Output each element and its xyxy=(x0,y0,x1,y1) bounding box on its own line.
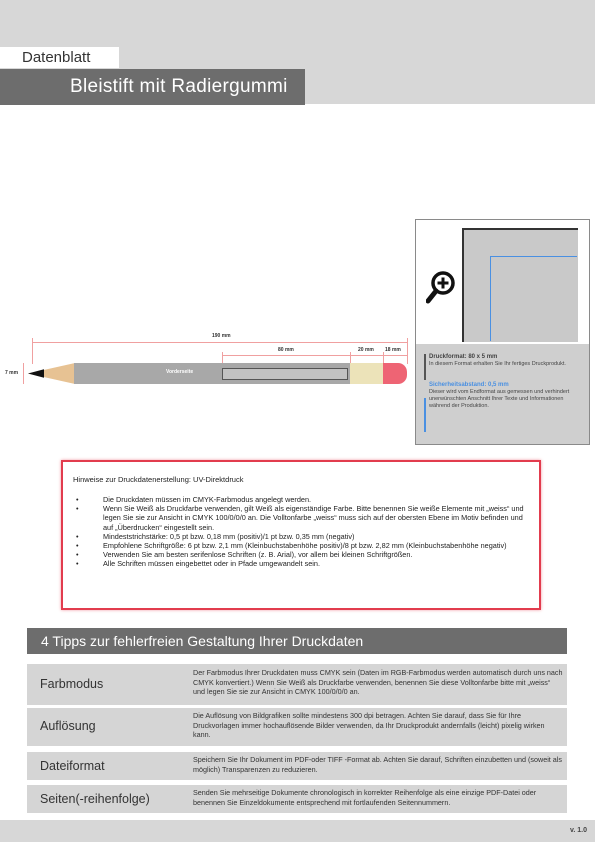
tip-label: Farbmodus xyxy=(40,677,104,691)
tip-text: Speichern Sie Ihr Dokument im PDF-oder TIFF -Format ab. Achten Sie darauf, Schriften einzubetten und (soweit als möglich) Transparenzen zu reduzieren. xyxy=(193,755,562,774)
dim-eraser-label: 18 mm xyxy=(385,347,401,353)
print-area xyxy=(222,368,348,380)
tip-row-farbmodus xyxy=(27,664,567,705)
dim-right-tick xyxy=(407,338,408,364)
tip-label: Auflösung xyxy=(40,719,96,733)
safety-text: Dieser wird vom Endformat aus gemessen und verhindert unerwünschten Anschnitt Ihrer Texte und Informationen während der Produktion. xyxy=(429,389,570,409)
safety-title: Sicherheitsabstand: 0,5 mm xyxy=(429,382,509,388)
hints-title: Hinweise zur Druckdatenerstellung: UV-Direktdruck xyxy=(73,475,244,484)
hint-item: • Mindeststrichstärke: 0,5 pt bzw. 0,18 mm (positiv)/1 pt bzw. 0,35 mm (negativ) xyxy=(73,532,528,541)
footer-band xyxy=(0,820,595,842)
print-hints-box xyxy=(61,460,541,610)
dim-sub-line xyxy=(222,355,407,356)
dim-print-label: 80 mm xyxy=(278,347,294,353)
side-label: Vorderseite xyxy=(166,369,194,375)
zoom-safety-line xyxy=(490,256,577,341)
dim-left-tick xyxy=(32,338,33,364)
tip-text: Senden Sie mehrseitige Dokumente chronologisch in korrekter Reihenfolge als eine einzige PDF-Datei oder benennen Sie Einzeldokumente entsprechend mit fortlaufenden Seitennummern. xyxy=(193,788,537,807)
tip-text: Die Auflösung von Bildgrafiken sollte mindestens 300 dpi betragen. Achten Sie darauf, dass Sie für Ihre Druckvorlagen immer hochauflösende Bilder verwenden, da Ihr Druckprodukt andernfalls (leicht) pixelig wirken kann. xyxy=(193,711,545,739)
hint-item: • Verwenden Sie am besten serifenlose Schriften (z. B. Arial), vor allem bei kleinen Schriftgrößen. xyxy=(73,550,528,559)
dim-total-line xyxy=(32,342,407,343)
zoom-view xyxy=(416,220,589,344)
dim-diameter-line xyxy=(23,363,24,384)
dim-total-label: 190 mm xyxy=(212,333,231,339)
document-type-tag: Datenblatt xyxy=(0,47,119,68)
tips-title: 4 Tipps zur fehlerfreien Gestaltung Ihrer Druckdaten xyxy=(27,628,567,654)
pencil-eraser xyxy=(383,363,407,384)
hint-item: • Wenn Sie Weiß als Druckfarbe verwenden, gilt Weiß als eigenständige Farbe. Bitte benennen Sie weiße Elemente mit „weiss“ und legen Sie sie zur Ansicht in CMYK 100/0/0/0 an. Die Volltonfarbe „weiss“ muss sich auf der obersten Ebene im Motiv befinden und auf „Überdrucken“ eingestellt sein. xyxy=(73,504,528,532)
hint-item: • Die Druckdaten müssen im CMYK-Farbmodus angelegt werden. xyxy=(73,495,528,504)
page-title: Bleistift mit Radiergummi xyxy=(0,69,305,105)
zoom-detail-panel xyxy=(415,219,590,445)
tip-row-dateiformat xyxy=(27,752,567,780)
tip-label: Seiten(-reihenfolge) xyxy=(40,792,150,806)
dim-ferrule-label: 20 mm xyxy=(358,347,374,353)
zoom-legend xyxy=(424,354,584,410)
hint-item: • Empfohlene Schriftgröße: 6 pt bzw. 2,1 mm (Kleinbuchstabenhöhe positiv)/8 pt bzw. 2,82 mm (Kleinbuchstabenhöhe negativ) xyxy=(73,541,528,550)
tip-text: Der Farbmodus Ihrer Druckdaten muss CMYK sein (Daten im RGB-Farbmodus werden automatisch durch uns nach CMYK konvertiert.) Wenn Sie Weiß als Druckfarbe verwenden, benennen Sie diese Volltonfarbe bitte mit „weiss“ und legen Sie sie zur Ansicht in CMYK 100/0/0/0 an. xyxy=(193,668,563,696)
hints-list xyxy=(73,495,528,569)
tip-row-seiten xyxy=(27,785,567,813)
format-text: In diesem Format erhalten Sie Ihr fertiges Druckprodukt. xyxy=(429,361,566,367)
pencil-tip-icon xyxy=(28,363,75,384)
tip-label: Dateiformat xyxy=(40,759,105,773)
hint-item: • Alle Schriften müssen eingebettet oder in Pfade umgewandelt sein. xyxy=(73,559,528,568)
pencil-ferrule xyxy=(350,363,383,384)
version-label: v. 1.0 xyxy=(570,827,587,834)
format-title: Druckformat: 80 x 5 mm xyxy=(429,354,498,360)
tip-row-aufloesung xyxy=(27,708,567,746)
magnifier-plus-icon xyxy=(426,270,456,304)
dim-diameter-label: 7 mm xyxy=(5,370,19,376)
